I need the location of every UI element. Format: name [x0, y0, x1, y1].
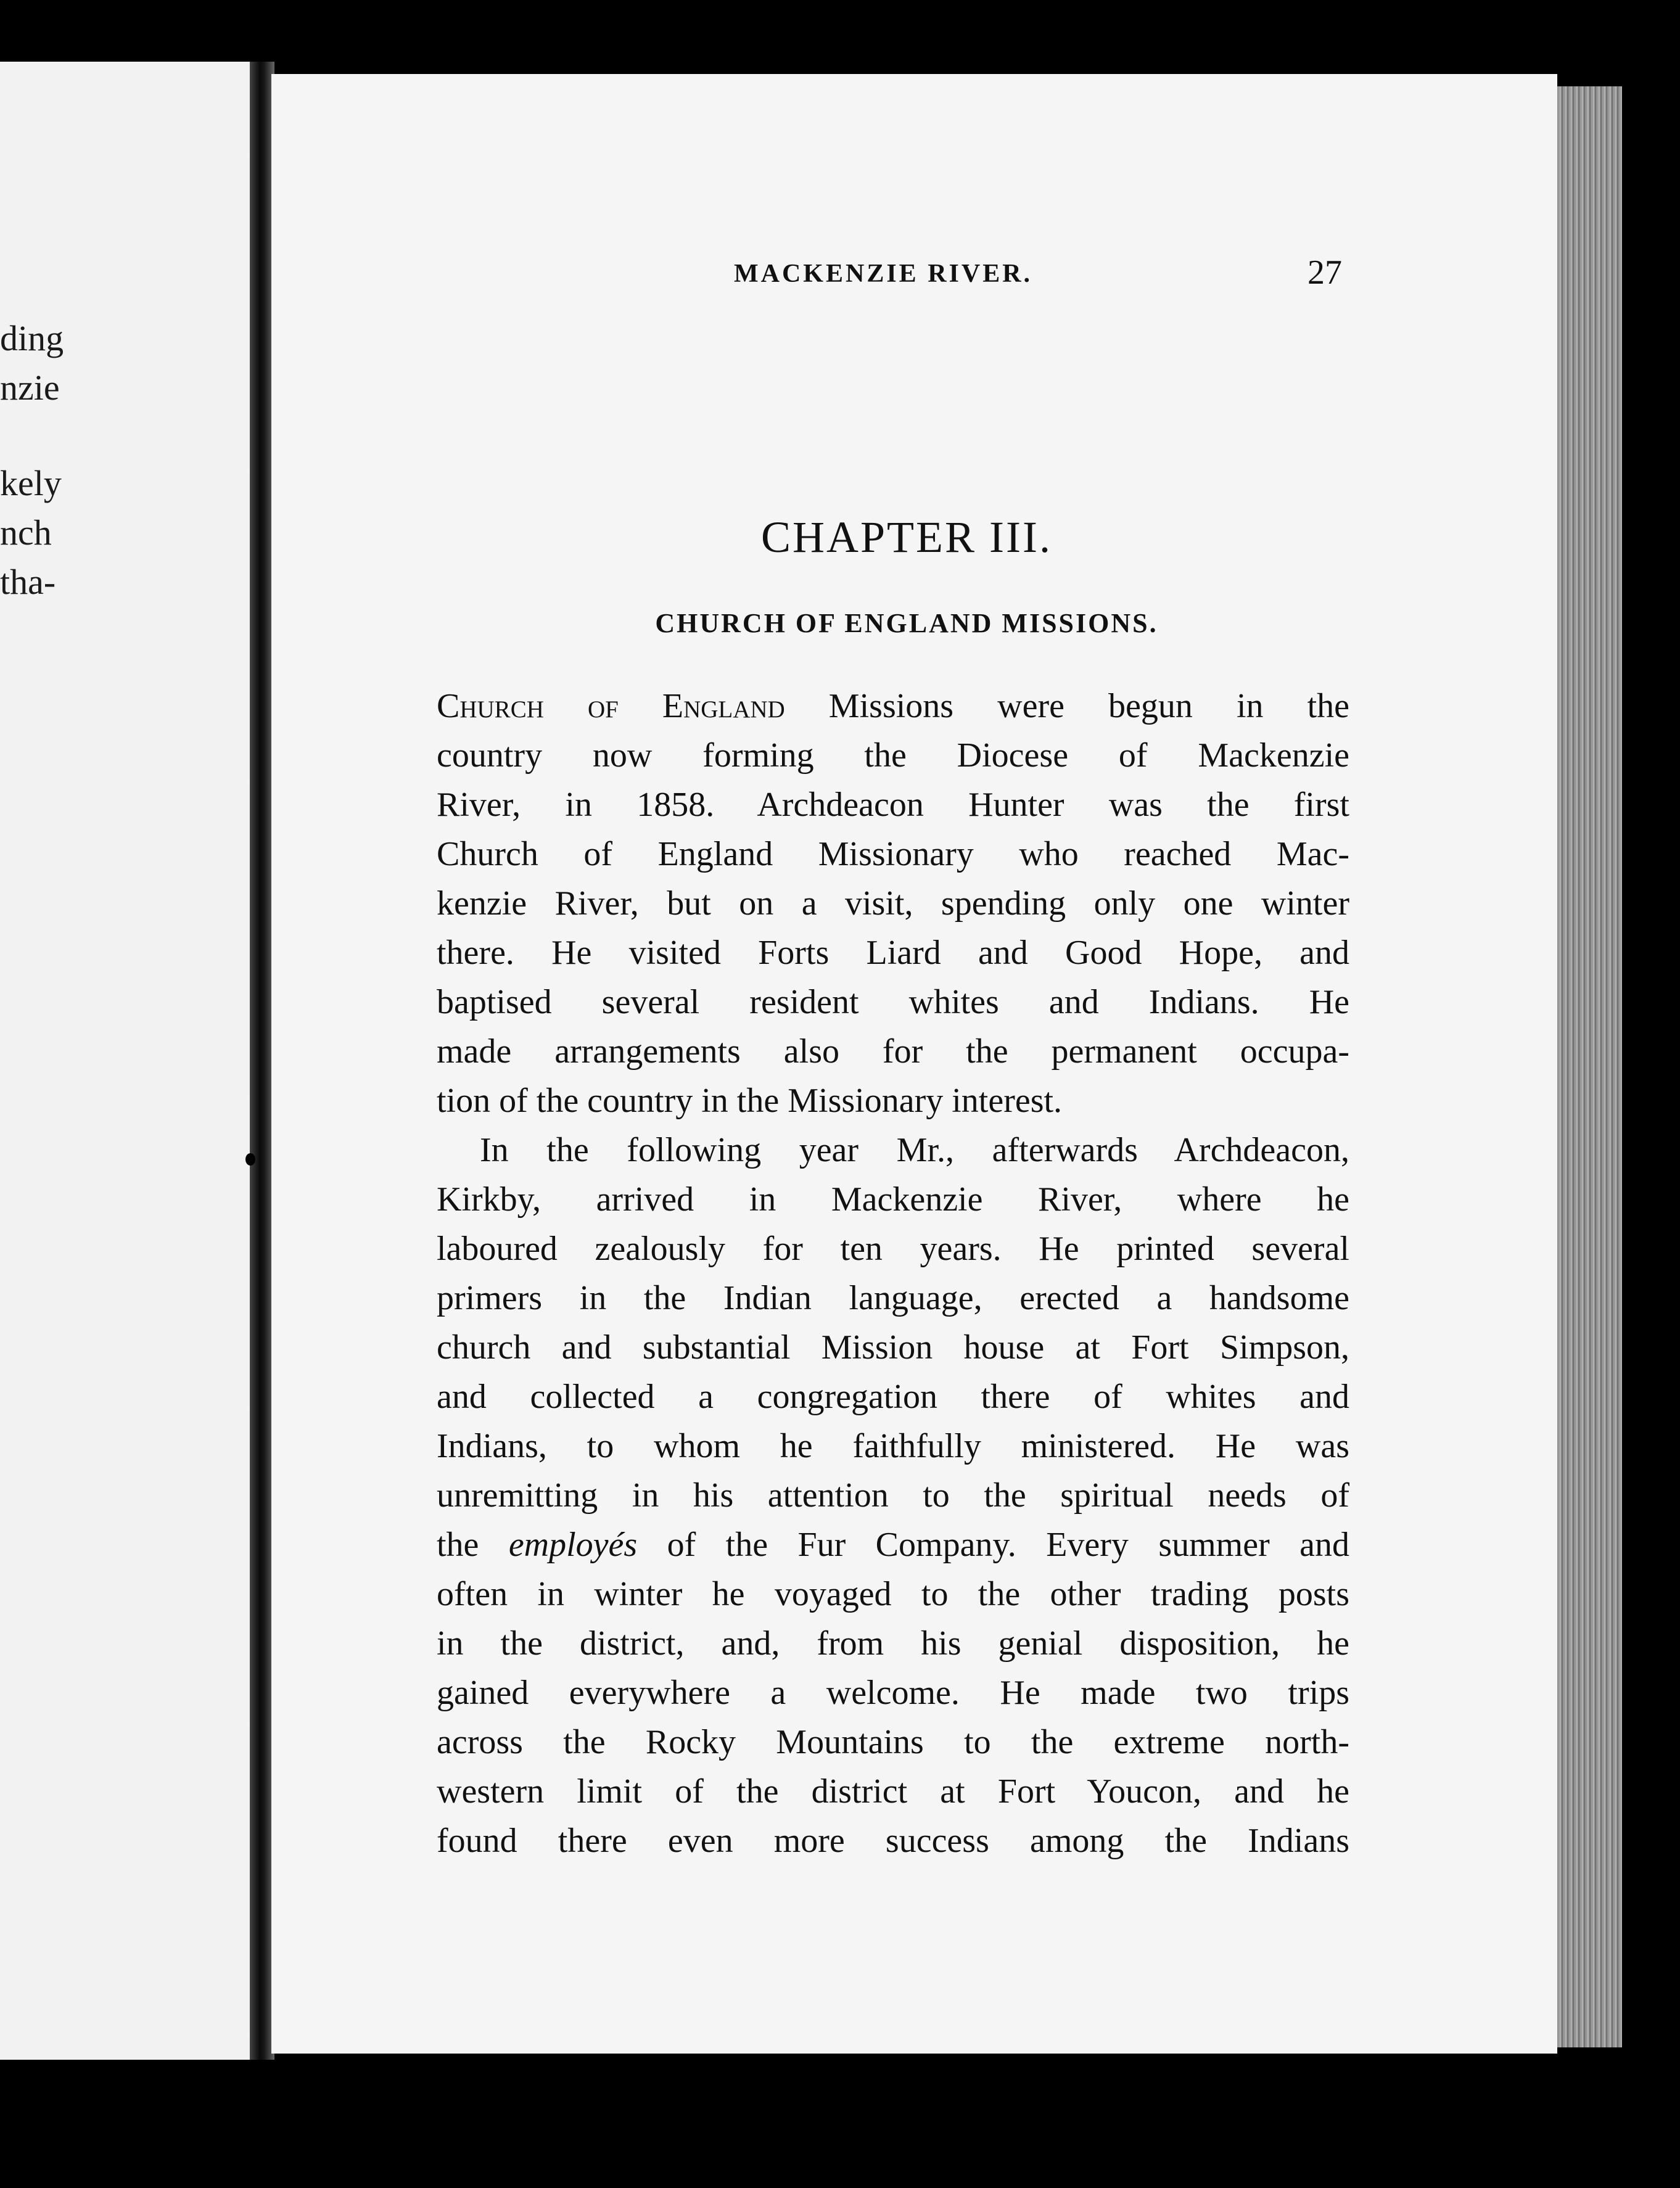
paragraph-line: primers in the Indian language, erected a handsome — [437, 1279, 1349, 1317]
paragraph-line: tion of the country in the Missionary interest. — [437, 1082, 1063, 1120]
paragraph-line: country now forming the Diocese of Mackenzie — [437, 736, 1349, 775]
left-page-fragment: nzie — [0, 368, 60, 408]
paragraph-line: found there even more success among the Indians — [437, 1822, 1349, 1860]
left-page-fragment: tha- — [0, 562, 56, 602]
book-spine-gutter — [250, 62, 274, 2060]
opening-rest: Missions were begun in the — [784, 687, 1350, 725]
paragraph-line — [437, 681, 1349, 731]
paragraph-line: church and substantial Mission house at Fort Simpson, — [437, 1328, 1349, 1367]
paragraph-line: western limit of the district at Fort Youcon, and he — [437, 1772, 1349, 1811]
italic-line-after: of the Fur Company. Every summer and — [637, 1526, 1349, 1564]
current-page — [271, 74, 1557, 2054]
paragraph-line: in the district, and, from his genial disposition, he — [437, 1624, 1349, 1663]
paragraph-line: In the following year Mr., afterwards Archdeacon, — [480, 1131, 1349, 1169]
body-text — [437, 681, 1349, 1865]
paragraph-line: River, in 1858. Archdeacon Hunter was the first — [437, 786, 1349, 824]
paragraph-line: gained everywhere a welcome. He made two trips — [437, 1674, 1349, 1712]
paragraph-line: Kirkby, arrived in Mackenzie River, where he — [437, 1180, 1349, 1219]
paragraph-line: baptised several resident whites and Indians. He — [437, 983, 1349, 1021]
paragraph-line: often in winter he voyaged to the other trading posts — [437, 1575, 1349, 1613]
paragraph-line: laboured zealously for ten years. He printed several — [437, 1230, 1349, 1268]
paragraph-line: Indians, to whom he faithfully ministered. He was — [437, 1427, 1349, 1465]
italic-line-before: the — [437, 1526, 509, 1564]
paragraph-line: there. He visited Forts Liard and Good Hope, and — [437, 934, 1349, 972]
paragraph-line: unremitting in his attention to the spiritual needs of — [437, 1476, 1349, 1515]
italic-word: employés — [508, 1526, 638, 1564]
paragraph-line — [437, 1520, 1349, 1569]
paragraph-line: and collected a congregation there of whites and — [437, 1378, 1349, 1416]
opening-smallcaps: Church of England — [437, 687, 785, 725]
chapter-title: CHAPTER III. — [761, 512, 1052, 562]
paragraph-line: made arrangements also for the permanent occupa- — [437, 1032, 1349, 1071]
left-page-fragment: kely — [0, 463, 62, 503]
chapter-subtitle: CHURCH OF ENGLAND MISSIONS. — [655, 608, 1158, 638]
left-page-fragment: nch — [0, 512, 52, 553]
gutter-mark — [245, 1153, 255, 1166]
running-head: MACKENZIE RIVER. — [734, 260, 1033, 288]
page-number: 27 — [1307, 253, 1342, 292]
paragraph-line: across the Rocky Mountains to the extreme north- — [437, 1723, 1349, 1761]
previous-page — [0, 62, 259, 2060]
paragraph-line: kenzie River, but on a visit, spending only one winter — [437, 884, 1349, 923]
paragraph-line: Church of England Missionary who reached Mac- — [437, 835, 1349, 873]
left-page-fragment: ding — [0, 318, 64, 358]
